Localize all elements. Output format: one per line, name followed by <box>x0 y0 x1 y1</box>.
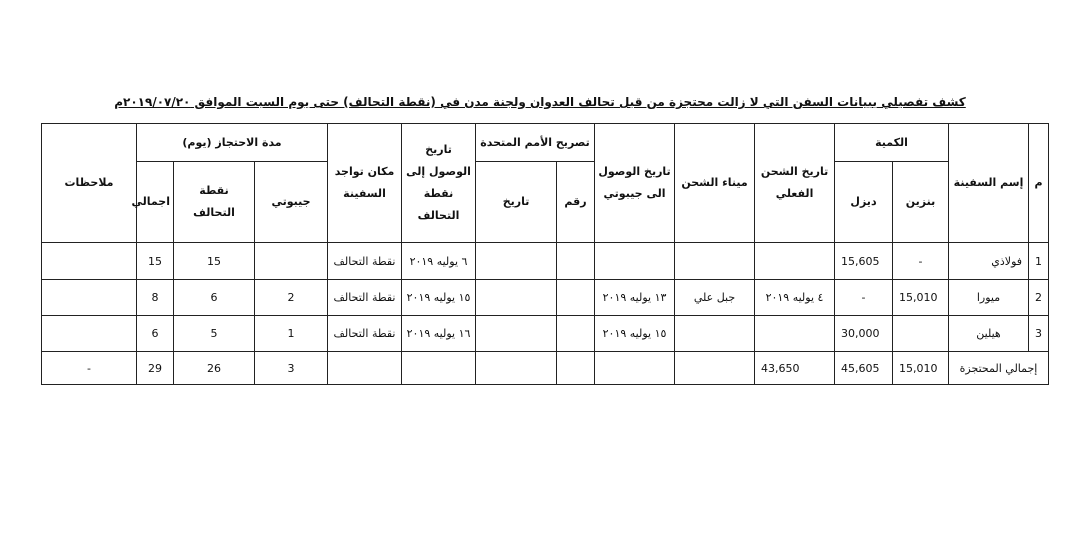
totals-row <box>42 352 1049 385</box>
cell-port <box>675 316 755 352</box>
header-quantity: الكمية <box>835 124 949 162</box>
totals-empty <box>476 352 557 385</box>
cell-petrol <box>893 316 949 352</box>
cell-permit-date <box>476 280 557 316</box>
cell-permit-number <box>557 243 595 280</box>
header-ship-location: مكان تواجد السفينة <box>328 124 402 243</box>
cell-location: نقطة التحالف <box>328 316 402 352</box>
cell-arrival-djibouti: ١٣ يوليه ٢٠١٩ <box>595 280 675 316</box>
cell-djibouti <box>255 243 328 280</box>
cell-location: نقطة التحالف <box>328 243 402 280</box>
totals-notes: - <box>42 352 137 385</box>
totals-djibouti: 3 <box>255 352 328 385</box>
cell-diesel: 30,000 <box>835 316 893 352</box>
totals-empty <box>328 352 402 385</box>
table-row <box>42 280 1049 316</box>
header-diesel: ديزل <box>835 162 893 243</box>
cell-m: 3 <box>1029 316 1049 352</box>
header-row-1 <box>42 124 1049 162</box>
header-loading-port: ميناء الشحن <box>675 124 755 243</box>
header-loading-date: تاريخ الشحن الفعلي <box>755 124 835 243</box>
totals-empty <box>595 352 675 385</box>
header-permit-number: رقم <box>557 162 595 243</box>
cell-notes <box>42 243 137 280</box>
cell-permit-date <box>476 316 557 352</box>
totals-empty <box>557 352 595 385</box>
cell-m: 1 <box>1029 243 1049 280</box>
totals-total: 29 <box>137 352 174 385</box>
cell-coalition: 6 <box>174 280 255 316</box>
cell-total: 6 <box>137 316 174 352</box>
totals-empty <box>675 352 755 385</box>
totals-coalition: 26 <box>174 352 255 385</box>
header-notes: ملاحظات <box>42 124 137 243</box>
header-total: اجمالي <box>137 162 174 243</box>
totals-petrol: 15,010 <box>893 352 949 385</box>
cell-diesel: 15,605 <box>835 243 893 280</box>
table-row <box>42 316 1049 352</box>
title-text: كشف تفصيلي ببيانات السفن التي لا زالت محتجزة من قبل تحالف العدوان ولجنة مدن في (نقطة التحالف) حتى يوم السبت الموافق ٢٠١٩/٠٧/٢٠م <box>114 95 966 109</box>
header-permit-date: تاريخ <box>476 162 557 243</box>
cell-total: 15 <box>137 243 174 280</box>
cell-ship: ميورا <box>949 280 1029 316</box>
header-petrol: بنزين <box>893 162 949 243</box>
cell-coalition: 5 <box>174 316 255 352</box>
cell-ship: هيلين <box>949 316 1029 352</box>
header-ship-name: إسم السفينة <box>949 124 1029 243</box>
cell-loading-date: ٤ يوليه ٢٠١٩ <box>755 280 835 316</box>
cell-notes <box>42 316 137 352</box>
cell-permit-date <box>476 243 557 280</box>
cell-port: جبل علي <box>675 280 755 316</box>
cell-coalition: 15 <box>174 243 255 280</box>
header-arrival-djibouti: تاريخ الوصول الى جيبوتي <box>595 124 675 243</box>
totals-combined: 43,650 <box>755 352 835 385</box>
cell-permit-number <box>557 316 595 352</box>
totals-label: إجمالي المحتجزة <box>949 352 1049 385</box>
cell-ship: فولاذي <box>949 243 1029 280</box>
header-row-2 <box>42 162 1049 243</box>
cell-loading-date <box>755 316 835 352</box>
totals-empty <box>402 352 476 385</box>
cell-m: 2 <box>1029 280 1049 316</box>
header-arrival-coalition: تاريخ الوصول إلى نقطة التحالف <box>402 124 476 243</box>
totals-diesel: 45,605 <box>835 352 893 385</box>
cell-total: 8 <box>137 280 174 316</box>
cell-djibouti: 2 <box>255 280 328 316</box>
cell-port <box>675 243 755 280</box>
table-row <box>42 243 1049 280</box>
cell-djibouti: 1 <box>255 316 328 352</box>
cell-arrival-djibouti: ١٥ يوليه ٢٠١٩ <box>595 316 675 352</box>
cell-loading-date <box>755 243 835 280</box>
header-detention: مدة الاحتجاز (يوم) <box>137 124 328 162</box>
document-title <box>0 95 1080 109</box>
cell-petrol: 15,010 <box>893 280 949 316</box>
cell-arrival-coalition: ١٥ يوليه ٢٠١٩ <box>402 280 476 316</box>
header-un-permit: تصريح الأمم المتحدة <box>476 124 595 162</box>
cell-arrival-coalition: ٦ يوليه ٢٠١٩ <box>402 243 476 280</box>
cell-location: نقطة التحالف <box>328 280 402 316</box>
cell-notes <box>42 280 137 316</box>
cell-diesel: - <box>835 280 893 316</box>
header-coalition-point: نقطة التحالف <box>174 162 255 243</box>
header-djibouti: جيبوتي <box>255 162 328 243</box>
cell-petrol: - <box>893 243 949 280</box>
header-m: م <box>1029 124 1049 243</box>
cell-arrival-djibouti <box>595 243 675 280</box>
ships-table <box>41 123 1049 385</box>
cell-permit-number <box>557 280 595 316</box>
cell-arrival-coalition: ١٦ يوليه ٢٠١٩ <box>402 316 476 352</box>
